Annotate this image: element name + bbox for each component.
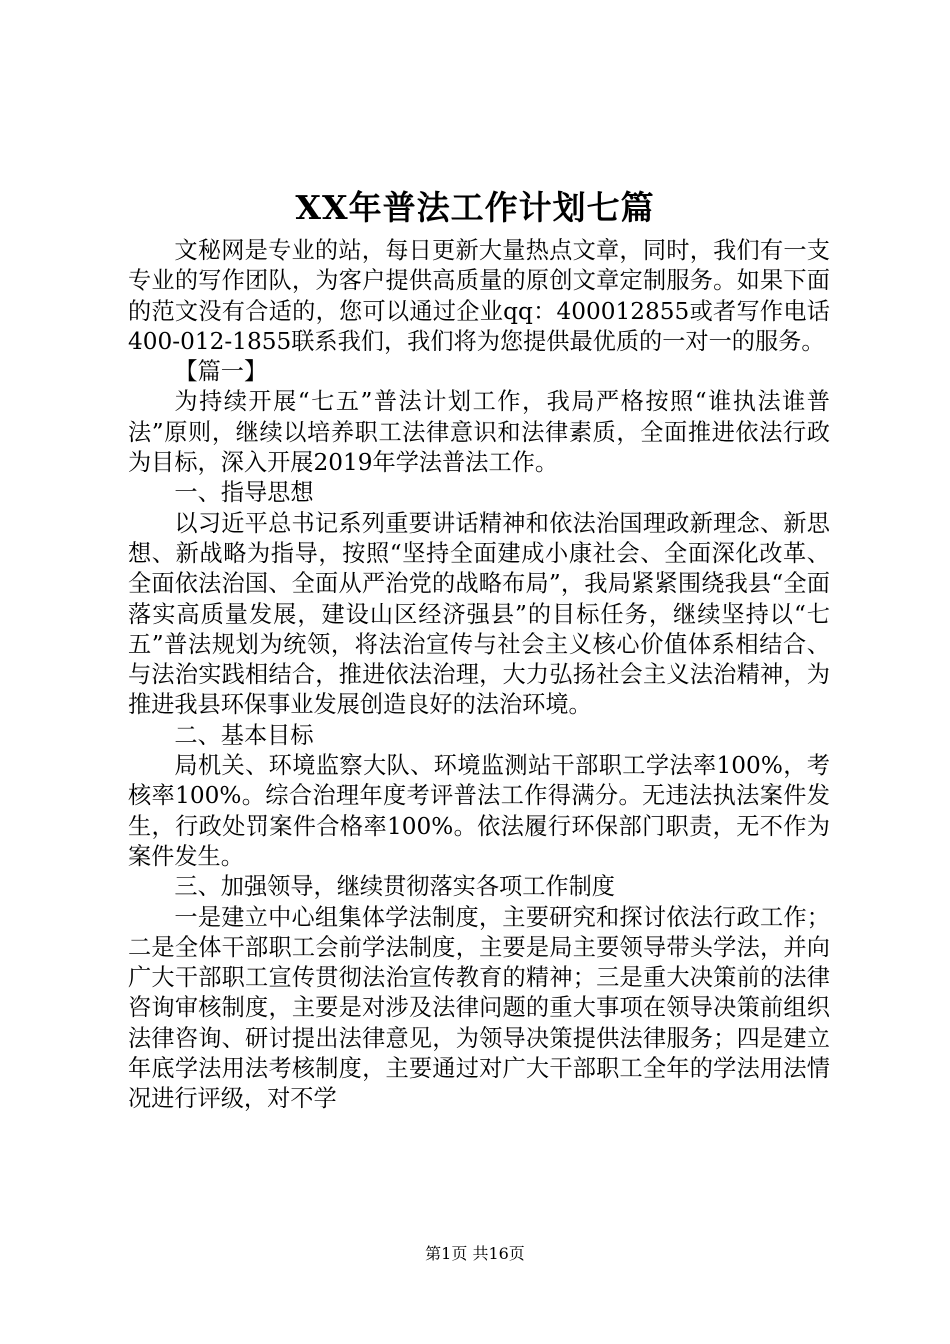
body-paragraph: 为持续开展“七五”普法计划工作，我局严格按照“谁执法谁普法”原则，继续以培养职工法律意识和法律素质，全面推进依法行政为目标，深入开展2019年学法普法工作。 xyxy=(128,388,830,477)
section-heading-part-one: 【篇一】 xyxy=(174,358,268,386)
body-paragraph: 一是建立中心组集体学法制度，主要研究和探讨依法行政工作；二是全体干部职工会前学法制度，主要是局主要领导带头学法，并向广大干部职工宣传贯彻法治宣传教育的精神；三是重大决策前的法律咨询审核制度，主要是对涉及法律问题的重大事项在领导决策前组织法律咨询、研讨提出法律意见，为领导决策提供法律服务；四是建立年底学法用法考核制度，主要通过对广大干部职工全年的学法用法情况进行评级，对不学 xyxy=(128,903,830,1113)
body-paragraph: 局机关、环境监察大队、环境监测站干部职工学法率100%，考核率100%。综合治理年度考评普法工作得满分。无违法执法案件发生，行政处罚案件合格率100%。依法履行环保部门职责，无不作为案件发生。 xyxy=(128,752,830,870)
section-heading-guiding-thought: 一、指导思想 xyxy=(174,479,314,507)
document-title: XX年普法工作计划七篇 xyxy=(295,188,655,227)
section-heading-leadership: 三、加强领导，继续贯彻落实各项工作制度 xyxy=(174,873,615,901)
intro-paragraph: 文秘网是专业的站，每日更新大量热点文章，同时，我们有一支专业的写作团队，为客户提供高质量的原创文章定制服务。如果下面的范文没有合适的，您可以通过企业qq：400012855或者写作电话400-012-1855联系我们，我们将为您提供最优质的一对一的服务。 xyxy=(128,237,830,355)
page-number-footer: 第1页 共16页 xyxy=(425,1244,525,1263)
body-paragraph: 以习近平总书记系列重要讲话精神和依法治国理政新理念、新思想、新战略为指导，按照“坚持全面建成小康社会、全面深化改革、全面依法治国、全面从严治党的战略布局”，我局紧紧围绕我县“全面落实高质量发展，建设山区经济强县”的目标任务，继续坚持以“七五”普法规划为统领，将法治宣传与社会主义核心价值体系相结合、与法治实践相结合，推进依法治理，大力弘扬社会主义法治精神，为推进我县环保事业发展创造良好的法治环境。 xyxy=(128,509,830,719)
document-body xyxy=(128,236,830,1115)
section-heading-basic-goals: 二、基本目标 xyxy=(174,721,314,749)
